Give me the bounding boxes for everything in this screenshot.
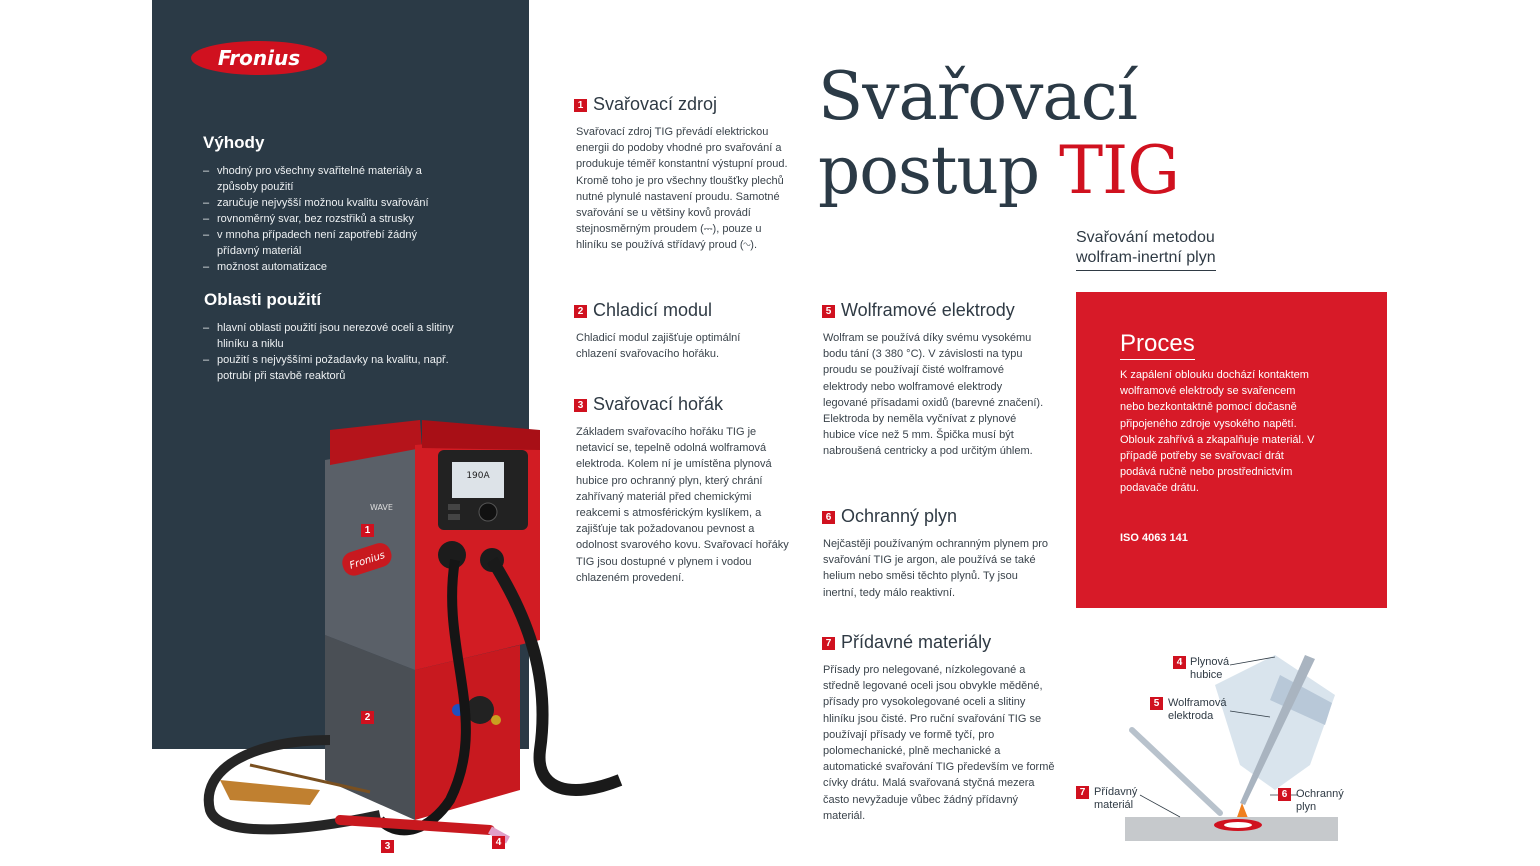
process-text: K zapálení oblouku dochází kontaktem wolframové elektrody se svařencem nebo bezkontaktně pomocí dočasně připojeného zdroje vysokého napětí. Oblouk zahřívá a zkapalňuje materiál. V případě potřeby se svařovací drát podává ručně nebo prostřednictvím podavače drátu. — [1120, 369, 1315, 495]
label-shielding-gas: Ochranný plyn — [1296, 788, 1344, 813]
section-2-text: Chladicí modul zajišťuje optimální chlazení svařovacího hořáku. — [576, 332, 741, 361]
section-3-title: 3 Svařovací hořák — [574, 394, 723, 415]
svg-text:Fronius: Fronius — [217, 46, 301, 70]
advantages-list — [203, 163, 477, 275]
section-7-text: Přísady pro nelegované, nízkolegované a středně legované oceli jsou obvykle měděné, přísady pro vysokolegované oceli a slitiny hliníku jsou čisté. Pro ruční svařování TIG se používají přísady ve formě tyčí, pro polomechanické, plně mechanické a automatické svařování TIG především ve formě cívky drátu. Malá svařovaná styčná mezera často nevyžaduje vůbec žádný přídavný materiál. — [823, 664, 1055, 822]
diagram-marker-6: 6 — [1278, 788, 1291, 801]
diagram-marker-7: 7 — [1076, 786, 1089, 799]
section-7-title: 7 Přídavné materiály — [822, 632, 991, 653]
marker-1: 1 — [361, 524, 374, 537]
marker-4: 4 — [492, 836, 505, 849]
advantages-title: Výhody — [203, 133, 265, 152]
process-title: Proces — [1120, 330, 1195, 360]
list-item: – možnost automatizace — [203, 259, 457, 275]
label-filler-material: Přídavný materiál — [1094, 786, 1138, 811]
diagram-marker-4: 4 — [1173, 656, 1186, 669]
usage-title: Oblasti použití — [204, 290, 322, 309]
list-item: – zaručuje nejvyšší možnou kvalitu svařování — [203, 195, 477, 211]
page-subtitle: Svařování metodou wolfram-inertní plyn — [1076, 228, 1216, 271]
diagram-marker-5: 5 — [1150, 697, 1163, 710]
section-2-title: 2 Chladicí modul — [574, 300, 712, 321]
series-label: WAVE — [370, 503, 393, 512]
list-item: – použití s nejvyššími požadavky na kvalitu, např. potrubí při stavbě reaktorů — [203, 352, 457, 384]
section-3-text: Základem svařovacího hořáku TIG je netavicí se, tepelně odolná wolframová elektroda. Kolem ní je umístěna plynová hubice pro ochranný plyn, který chrání zahřívaný materiál před chemickými reakcemi s atmosférickým kyslíkem, a zajišťuje tak požadovanou pevnost a odolnost svarového kovu. Svařovací hořáky TIG jsou dostupné v plynem i vodou chlazeném provedení. — [576, 426, 789, 584]
machine-brand-label: Fronius — [348, 549, 387, 572]
list-item: – vhodný pro všechny svařitelné materiály a způsoby použití — [203, 163, 457, 195]
label-tungsten-electrode: Wolframová elektroda — [1168, 697, 1227, 722]
usage-list — [203, 320, 457, 384]
list-item: – hlavní oblasti použití jsou nerezové oceli a slitiny hliníku a niklu — [203, 320, 457, 352]
page-title: Svařovací postup TIG — [818, 58, 1179, 209]
marker-2: 2 — [361, 711, 374, 724]
process-iso: ISO 4063 141 — [1120, 532, 1188, 544]
section-5-title: 5 Wolframové elektrody — [822, 300, 1015, 321]
list-item: – v mnoha případech není zapotřebí žádný přídavný materiál — [203, 227, 457, 259]
section-6-title: 6 Ochranný plyn — [822, 506, 957, 527]
fronius-logo — [190, 40, 328, 76]
display-value: 190A — [466, 471, 490, 481]
marker-3: 3 — [381, 840, 394, 853]
list-item: – rovnoměrný svar, bez rozstřiků a strusky — [203, 211, 477, 227]
section-6-text: Nejčastěji používaným ochranným plynem pro svařování TIG je argon, ale používá se také helium nebo směsi těchto plynů. Ty jsou inertní, tedy málo reaktivní. — [823, 538, 1048, 599]
section-5-text: Wolfram se používá díky svému vysokému bodu tání (3 380 °C). V závislosti na typu proudu se používají čisté wolframové elektrody nebo wolframové elektrody legované přísadami oxidů (barevné značení). Elektroda by neměla vyčnívat z plynové hubice více než 5 mm. Špička musí být nabroušená centricky a pod určitým úhlem. — [823, 332, 1044, 458]
section-1-text: Svařovací zdroj TIG převádí elektrickou energii do podoby vhodné pro svařování a produkuje téměř konstantní výstupní proud. Kromě toho je pro všechny tloušťky plechů nutné plynulé nastavení proudu. Samotné svařování se u většiny kovů provádí stejnosměrným proudem (⎓), pouze u hliníku se používá střídavý proud (∿). — [576, 126, 788, 252]
section-1-title: 1 Svařovací zdroj — [574, 94, 717, 115]
label-gas-nozzle: Plynová hubice — [1190, 656, 1230, 681]
